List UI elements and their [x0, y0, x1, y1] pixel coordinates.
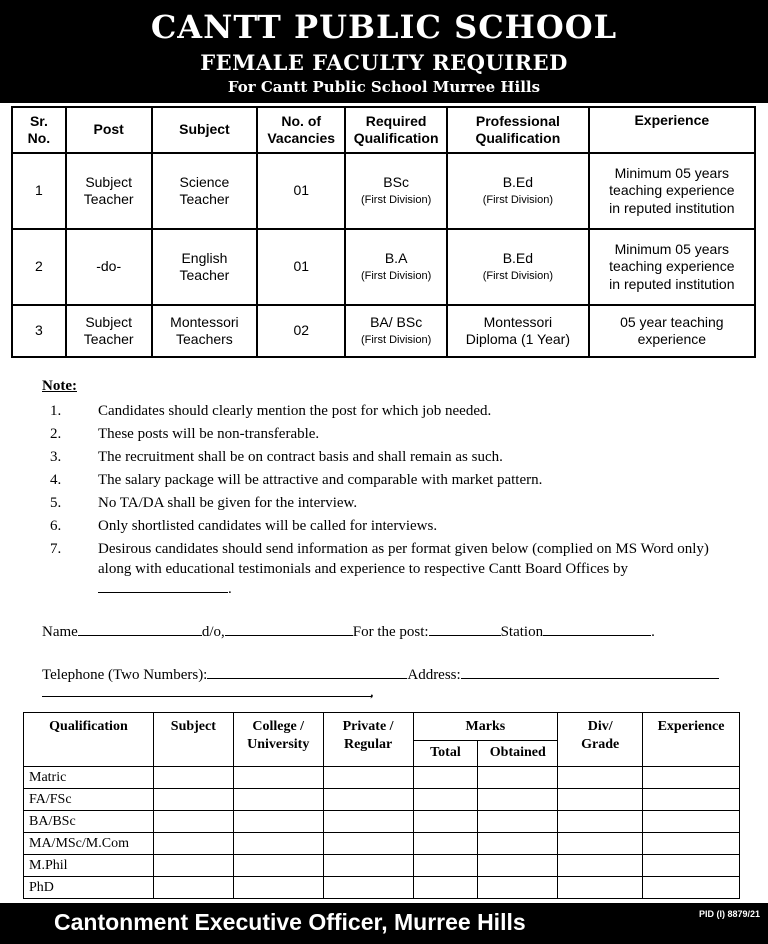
- address-comma: ,: [370, 684, 374, 700]
- table-row: M.Phil: [24, 855, 740, 877]
- list-item: 5. No TA/DA shall be given for the interview.: [50, 495, 358, 511]
- header-banner: [0, 0, 768, 103]
- table-row: 2 -do- English Teacher 01 B.A (First Division) B.Ed (First Division) Minimum 05 years teaching experience in reputed institution: [12, 229, 755, 305]
- table-header-row: [12, 107, 755, 153]
- ad-location: For Cantt Public School Murree Hills: [227, 78, 541, 96]
- list-item: 6. Only shortlisted candidates will be called for interviews.: [50, 518, 438, 534]
- officer-title: Cantonment Executive Officer, Murree Hills: [54, 909, 526, 935]
- name-line: Name d/o, For the post: Station .: [42, 624, 655, 640]
- do-blank[interactable]: [225, 622, 353, 636]
- school-title: CANTT PUBLIC SCHOOL: [150, 8, 618, 46]
- list-item: 4. The salary package will be attractive and comparable with market pattern.: [50, 472, 543, 488]
- col-sr-no: Sr. No.: [12, 107, 66, 153]
- footer-banner: [0, 903, 768, 944]
- vacancies-table: [11, 106, 756, 358]
- col-professional-qualification: Professional Qualification: [447, 107, 589, 153]
- telephone-line: Telephone (Two Numbers): Address:: [42, 665, 719, 684]
- col-required-qualification: Required Qualification: [345, 107, 447, 153]
- table-row: FA/FSc: [24, 789, 740, 811]
- address-blank-line2[interactable]: [42, 696, 372, 697]
- table-header-row: Qualification Subject College / University Private / Regular Marks Div/ Grade Experience: [24, 713, 740, 741]
- ad-subtitle: FEMALE FACULTY REQUIRED: [200, 50, 568, 75]
- station-blank[interactable]: [543, 622, 651, 636]
- qualification-table: [23, 712, 740, 899]
- list-item: 2. These posts will be non-transferable.: [50, 426, 320, 442]
- table-row: 3 Subject Teacher Montessori Teachers 02 BA/ BSc (First Division) Montessori Diploma (1 Year) 05 year teaching experience: [12, 305, 755, 357]
- col-experience: Experience: [589, 107, 755, 153]
- table-header-row: Total Obtained: [24, 741, 740, 767]
- list-item: 1. Candidates should clearly mention the post for which job needed.: [50, 403, 492, 419]
- list-item: 3. The recruitment shall be on contract basis and shall remain as such.: [50, 449, 503, 465]
- pid-number: PID (I) 8879/21: [698, 909, 760, 919]
- table-row: BA/BSc: [24, 811, 740, 833]
- post-blank[interactable]: [429, 622, 501, 636]
- col-subject: Subject: [152, 107, 258, 153]
- notes-title: Note:: [42, 378, 77, 394]
- telephone-blank[interactable]: [207, 665, 407, 679]
- col-vacancies: No. of Vacancies: [257, 107, 345, 153]
- col-post: Post: [66, 107, 152, 153]
- deadline-blank[interactable]: [98, 579, 228, 593]
- notes-section: [42, 378, 742, 602]
- table-row: PhD: [24, 877, 740, 899]
- name-blank[interactable]: [78, 622, 202, 636]
- list-item: 7. Desirous candidates should send information as per format given below (complied on MS Word only) along with educational testimonials and experience to respective Cantt Board Offices by .: [50, 541, 709, 597]
- table-row: 1 Subject Teacher Science Teacher 01 BSc (First Division) B.Ed (First Division) Minimum 05 years teaching experience in reputed institution: [12, 153, 755, 229]
- table-row: Matric: [24, 767, 740, 789]
- table-row: MA/MSc/M.Com: [24, 833, 740, 855]
- address-blank[interactable]: [461, 665, 719, 679]
